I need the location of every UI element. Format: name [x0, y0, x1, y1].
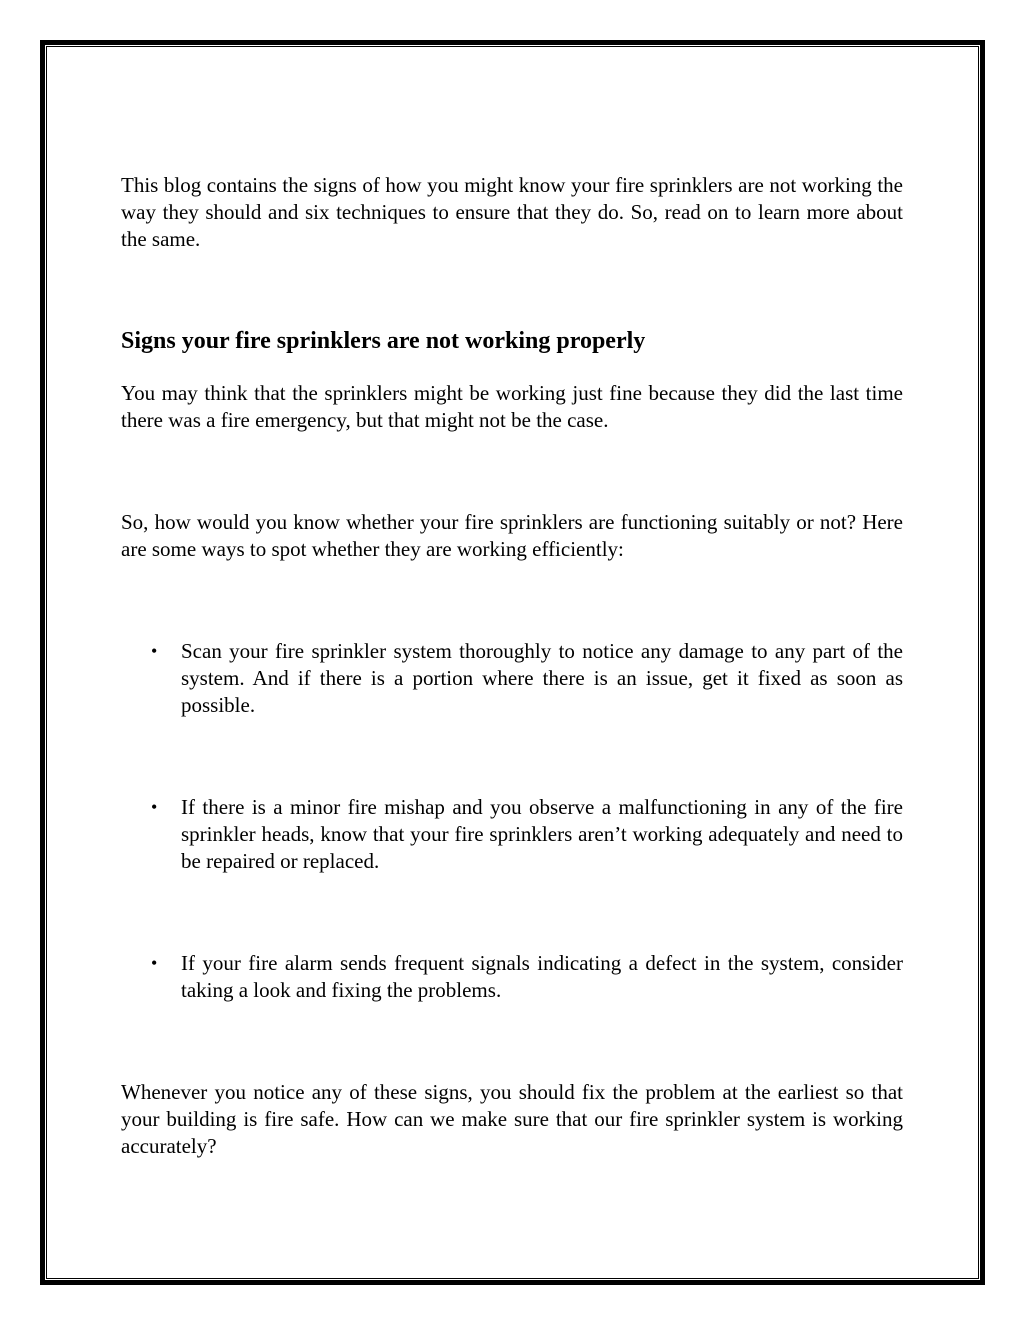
bullet-icon: •	[151, 953, 158, 973]
intro-paragraph: This blog contains the signs of how you might know your fire sprinklers are not working the way they should and six techniques to ensure that they do. So, read on to learn more about the same.	[121, 173, 903, 251]
list-item	[121, 950, 903, 1004]
bullet-icon: •	[151, 641, 158, 661]
list-item	[121, 638, 903, 719]
paragraph-how-to-know: So, how would you know whether your fire sprinklers are functioning suitably or not? Here are some ways to spot whether they are working efficiently:	[121, 510, 903, 561]
document-body	[121, 172, 903, 1160]
closing-paragraph: Whenever you notice any of these signs, you should fix the problem at the earliest so that your building is fire safe. How can we make sure that our fire sprinkler system is working accurately?	[121, 1080, 903, 1158]
list-item-text: Scan your fire sprinkler system thoroughly to notice any damage to any part of the system. And if there is a portion where there is an issue, get it fixed as soon as possible.	[181, 639, 903, 717]
list-item-text: If your fire alarm sends frequent signals indicating a defect in the system, consider taking a look and fixing the problems.	[181, 951, 903, 1002]
signs-list	[121, 638, 903, 1004]
section-heading: Signs your fire sprinklers are not working properly	[121, 328, 646, 354]
bullet-icon: •	[151, 797, 158, 817]
list-item-text: If there is a minor fire mishap and you observe a malfunctioning in any of the fire sprinkler heads, know that your fire sprinklers aren’t working adequately and need to be repaired or replaced.	[181, 795, 903, 873]
list-item	[121, 794, 903, 875]
paragraph-sprinklers-assumption: You may think that the sprinklers might be working just fine because they did the last time there was a fire emergency, but that might not be the case.	[121, 381, 903, 432]
